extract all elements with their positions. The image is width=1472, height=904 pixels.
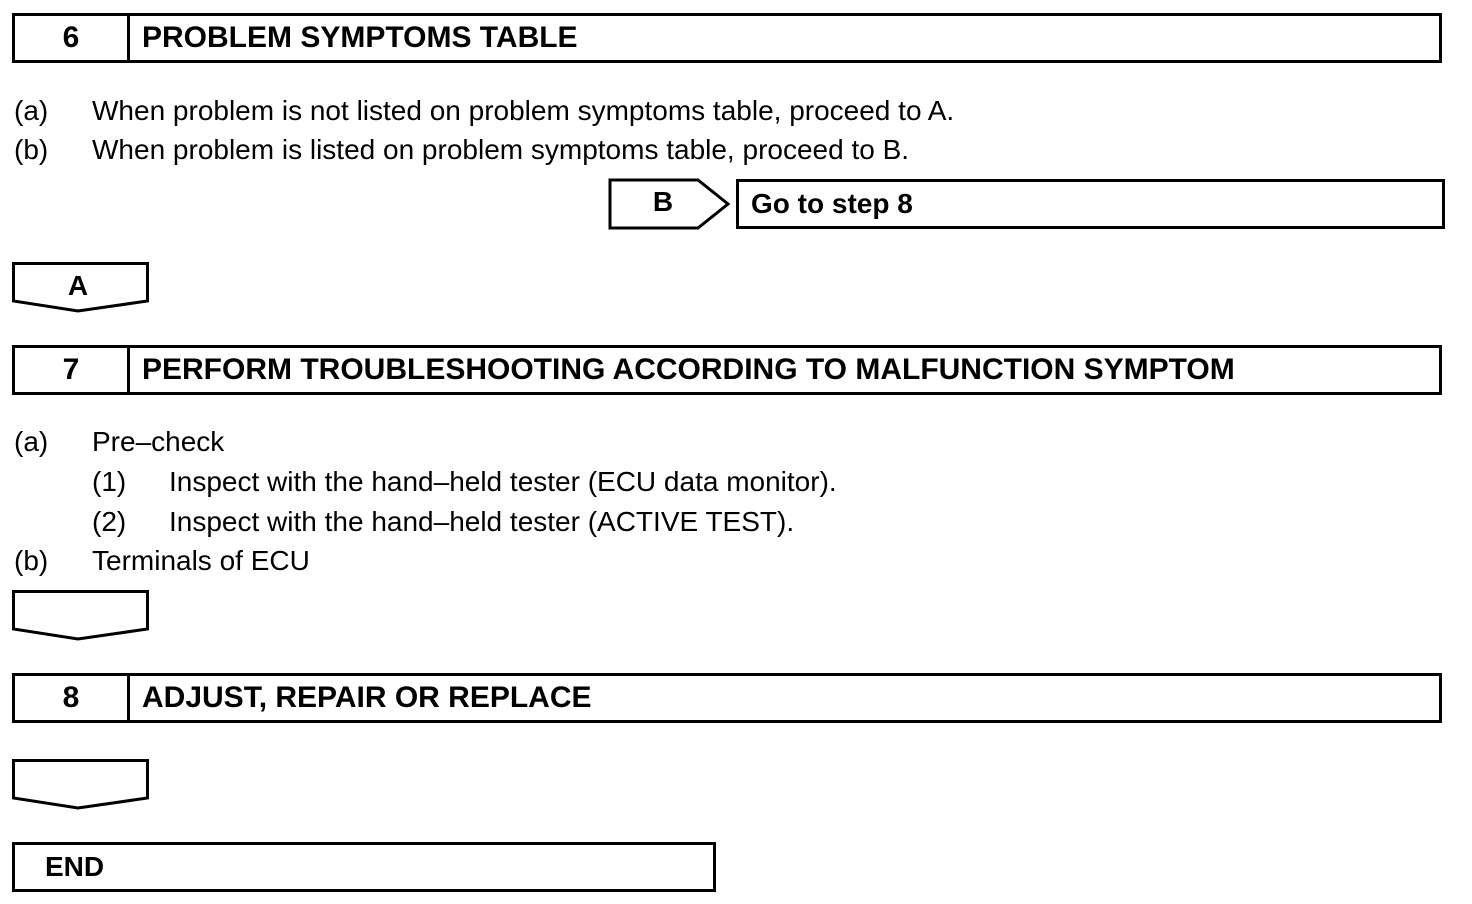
- branch-b-arrow[interactable]: [608, 178, 732, 230]
- branch-label: B: [652, 186, 674, 217]
- branch-a-arrow[interactable]: [12, 262, 150, 316]
- step-title: ADJUST, REPAIR OR REPLACE: [142, 681, 592, 714]
- arrow-down-icon: [12, 759, 150, 813]
- step-number: 8: [15, 676, 130, 720]
- item-label: (2): [92, 506, 127, 537]
- step-8-header: [12, 673, 1442, 723]
- step-number: 7: [15, 348, 130, 392]
- item-text: When problem is listed on problem symptoms table, proceed to B.: [92, 134, 910, 165]
- item-label: (b): [14, 134, 49, 165]
- item-text: Inspect with the hand–held tester (ACTIVE TEST).: [169, 506, 795, 537]
- item-text: Terminals of ECU: [92, 545, 310, 576]
- next-arrow[interactable]: [12, 590, 150, 644]
- step-title: PROBLEM SYMPTOMS TABLE: [142, 21, 578, 54]
- item-text: Pre–check: [92, 426, 225, 457]
- step-number: 6: [15, 16, 130, 60]
- item-label: (a): [14, 95, 49, 126]
- item-label: (b): [14, 545, 49, 576]
- item-label: (1): [92, 466, 127, 497]
- go-to-step-8-box[interactable]: Go to step 8: [736, 179, 1445, 229]
- step-7-header: [12, 345, 1442, 395]
- item-text: When problem is not listed on problem symptoms table, proceed to A.: [92, 95, 955, 126]
- item-label: (a): [14, 426, 49, 457]
- item-text: Inspect with the hand–held tester (ECU data monitor).: [169, 466, 837, 497]
- step-title: PERFORM TROUBLESHOOTING ACCORDING TO MALFUNCTION SYMPTOM: [142, 353, 1235, 386]
- step-6-header: [12, 13, 1442, 63]
- next-arrow[interactable]: [12, 759, 150, 813]
- arrow-down-icon: [12, 590, 150, 644]
- branch-label: A: [67, 270, 89, 301]
- end-box: END: [12, 842, 716, 892]
